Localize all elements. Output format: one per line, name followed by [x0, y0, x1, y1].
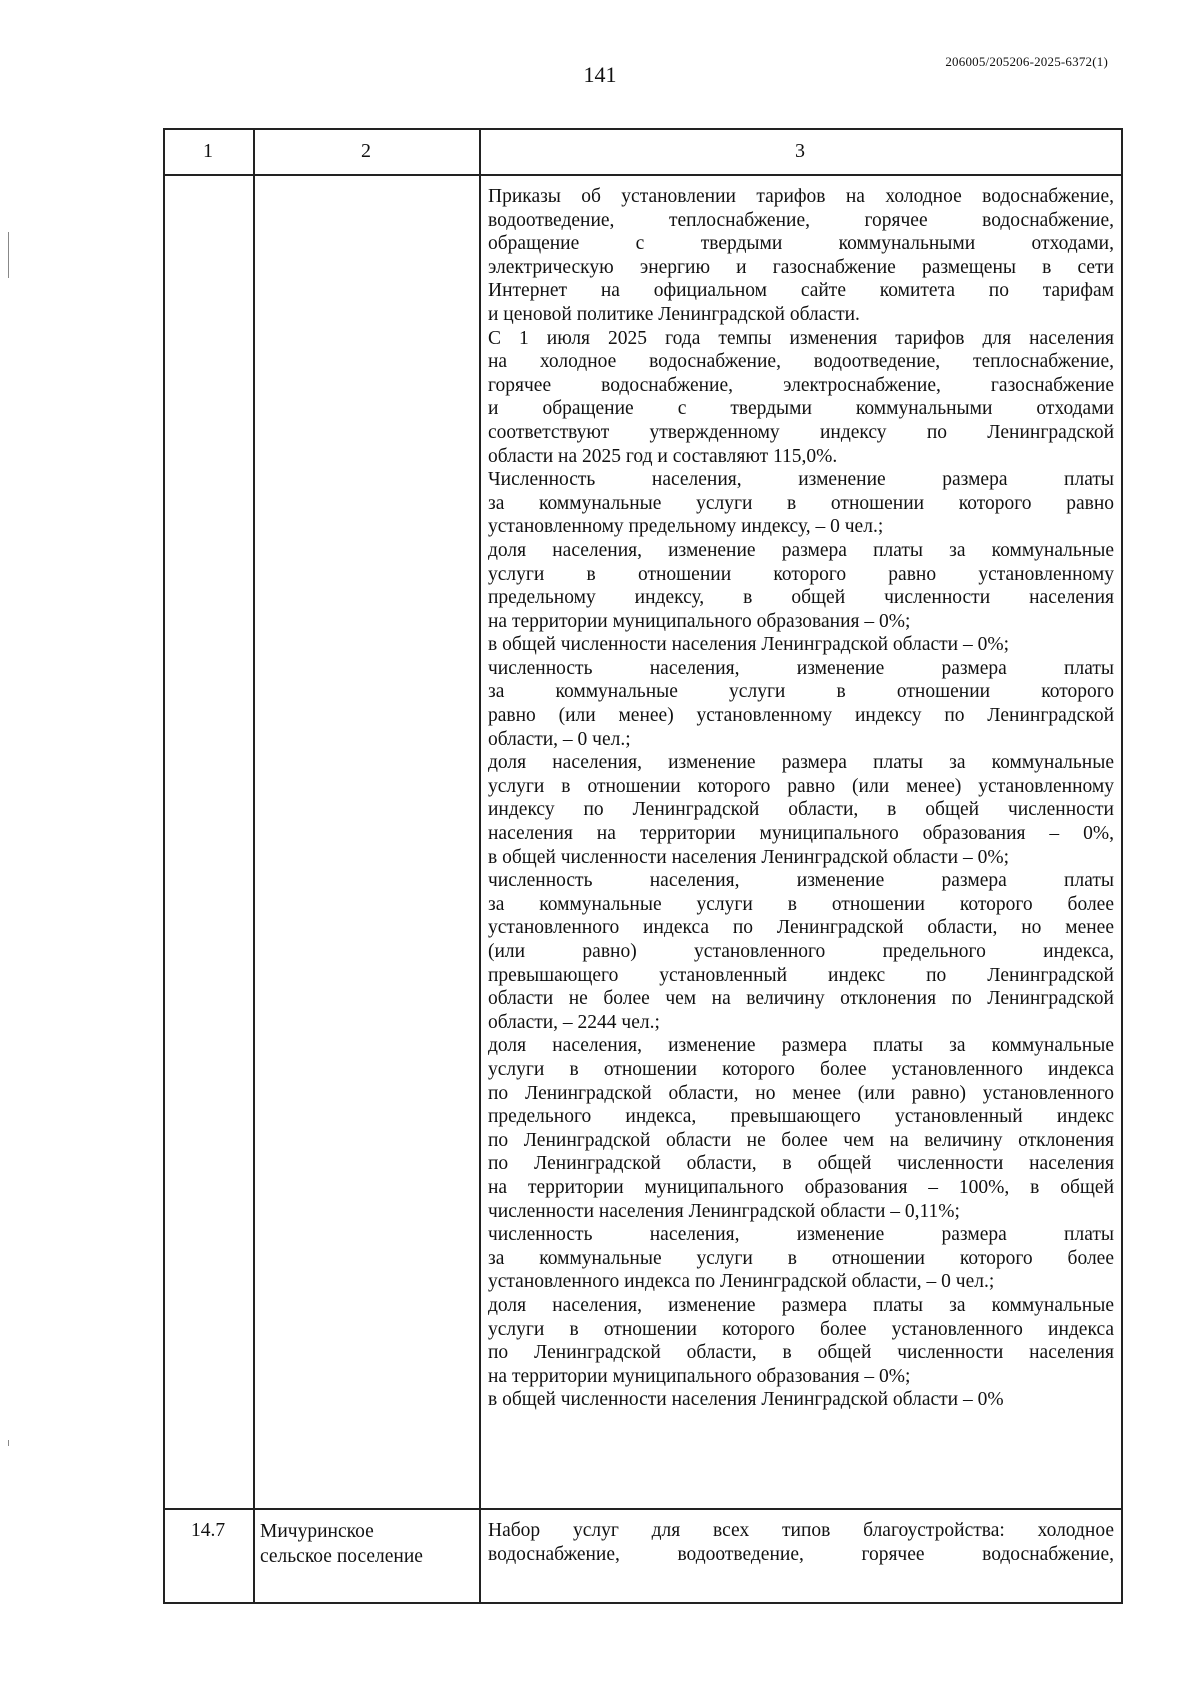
text-line: доля населения, изменение размера платы за коммунальные	[488, 1035, 1114, 1057]
table-bottom-border	[163, 1602, 1123, 1604]
text-line: населения на территории муниципального образования – 0%,	[488, 823, 1114, 845]
text-line: услуги в отношении которого более установленного индекса	[488, 1058, 1114, 1080]
row2-name	[260, 1519, 474, 1569]
text-line: электрическую энергию и газоснабжение размещены в сети	[488, 256, 1114, 278]
text-line: и обращение с твердыми коммунальными отходами	[488, 398, 1114, 420]
text-line: по Ленинградской области, но менее (или равно) установленного	[488, 1082, 1114, 1104]
text-line: установленного индекса по Ленинградской области, – 0 чел.;	[488, 1271, 995, 1293]
text-line: в общей численности населения Ленинградской области – 0%;	[488, 634, 1010, 656]
column-divider-1	[253, 128, 255, 1604]
row2-description	[488, 1519, 1114, 1566]
text-line: доля населения, изменение размера платы за коммунальные	[488, 1294, 1114, 1316]
text-line: по Ленинградской области не более чем на величину отклонения	[488, 1129, 1114, 1151]
column-header-1: 1	[203, 140, 213, 162]
text-line: превышающего установленный индекс по Ленинградской	[488, 964, 1114, 986]
text-line: на территории муниципального образования – 100%, в общей	[488, 1176, 1114, 1198]
header-divider	[163, 174, 1123, 176]
row2-number: 14.7	[190, 1520, 226, 1541]
text-line: области, – 2244 чел.;	[488, 1011, 660, 1033]
column-divider-2	[479, 128, 481, 1604]
text-line: Набор услуг для всех типов благоустройства: холодное	[488, 1520, 1114, 1541]
text-line: за коммунальные услуги в отношении которого более	[488, 893, 1114, 915]
text-line: области, – 0 чел.;	[488, 728, 631, 750]
column-header-3: 3	[795, 140, 805, 162]
text-line: установленному предельному индексу, – 0 чел.;	[488, 516, 884, 538]
text-line: области не более чем на величину отклонения по Ленинградской	[488, 988, 1114, 1010]
text-line: численность населения, изменение размера платы	[488, 870, 1114, 892]
table-left-border	[163, 128, 165, 1604]
text-line: по Ленинградской области, в общей численности населения	[488, 1153, 1114, 1175]
text-line: за коммунальные услуги в отношении которого более	[488, 1247, 1114, 1269]
table-right-border	[1121, 128, 1123, 1604]
data-table	[163, 128, 1123, 1604]
text-line: в общей численности населения Ленинградской области – 0%;	[488, 846, 1010, 868]
text-line: за коммунальные услуги в отношении которого равно	[488, 492, 1114, 514]
text-line: по Ленинградской области, в общей численности населения	[488, 1342, 1114, 1364]
text-line: Приказы об установлении тарифов на холодное водоснабжение,	[488, 186, 1114, 207]
text-line: за коммунальные услуги в отношении которого	[488, 681, 1114, 703]
row-divider	[163, 1508, 1123, 1510]
scan-margin-mark	[8, 232, 9, 278]
text-line: установленного индекса по Ленинградской области, но менее	[488, 917, 1114, 939]
text-line: услуги в отношении которого более установленного индекса	[488, 1318, 1114, 1340]
text-line: на территории муниципального образования – 0%;	[488, 1365, 911, 1387]
text-line: Численность населения, изменение размера платы	[488, 469, 1114, 491]
text-line: доля населения, изменение размера платы за коммунальные	[488, 752, 1114, 774]
text-line: услуги в отношении которого равно (или менее) установленному	[488, 775, 1114, 797]
text-line: (или равно) установленного предельного индекса,	[488, 941, 1114, 962]
text-line: водоотведение, теплоснабжение, горячее водоснабжение,	[488, 209, 1114, 231]
column-header-2: 2	[361, 140, 371, 162]
text-line: доля населения, изменение размера платы за коммунальные	[488, 539, 1114, 561]
text-line: области на 2025 год и составляют 115,0%.	[488, 445, 838, 467]
text-line: индексу по Ленинградской области, в общей численности	[488, 799, 1114, 821]
text-line: численность населения, изменение размера платы	[488, 657, 1114, 679]
text-line: Интернет на официальном сайте комитета по тарифам	[488, 280, 1114, 302]
text-line: горячее водоснабжение, электроснабжение, газоснабжение	[488, 374, 1114, 396]
text-line: на территории муниципального образования – 0%;	[488, 610, 911, 632]
text-line: равно (или менее) установленному индексу по Ленинградской	[488, 705, 1114, 727]
name-line: Мичуринское	[260, 1521, 374, 1542]
text-line: численности населения Ленинградской области – 0,11%;	[488, 1200, 960, 1222]
name-line: сельское поселение	[260, 1546, 423, 1567]
text-line: на холодное водоснабжение, водоотведение, теплоснабжение,	[488, 351, 1114, 373]
text-line: и ценовой политике Ленинградской области.	[488, 303, 860, 325]
text-line: соответствуют утвержденному индексу по Ленинградской	[488, 421, 1114, 443]
text-line: услуги в отношении которого равно установленному	[488, 563, 1114, 585]
text-line: в общей численности населения Ленинградской области – 0%	[488, 1389, 1004, 1411]
text-line: С 1 июля 2025 года темпы изменения тарифов для населения	[488, 327, 1114, 349]
text-line: обращение с твердыми коммунальными отходами,	[488, 233, 1114, 255]
text-line: водоснабжение, водоотведение, горячее водоснабжение,	[488, 1543, 1114, 1565]
table-top-border	[163, 128, 1123, 130]
row1-description	[488, 185, 1114, 1412]
text-line: численность населения, изменение размера платы	[488, 1224, 1114, 1246]
scan-margin-mark	[8, 1440, 9, 1446]
text-line: предельного индекса, превышающего установленный индекс	[488, 1106, 1114, 1128]
document-id: 206005/205206-2025-6372(1)	[945, 54, 1108, 69]
page-number: 141	[583, 62, 617, 87]
text-line: предельному индексу, в общей численности населения	[488, 587, 1114, 609]
